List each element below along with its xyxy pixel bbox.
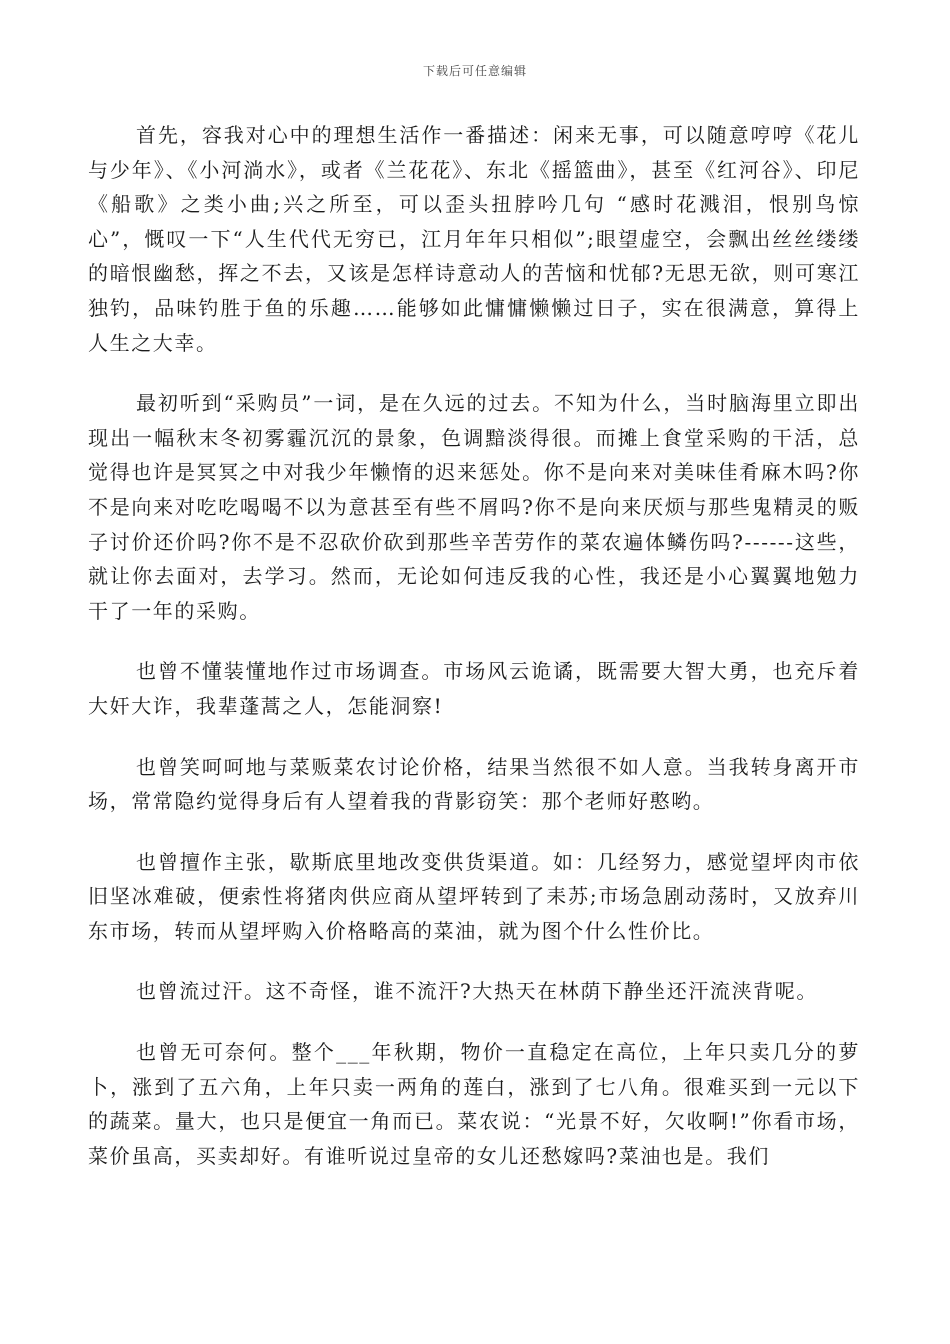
paragraph-price-talk: 也曾笑呵呵地与菜贩菜农讨论价格，结果当然很不如人意。当我转身离开市场，常常隐约觉得身后有人望着我的背影窃笑：那个老师好憨哟。 (88, 754, 860, 814)
paragraph-helpless-start: 也曾无可奈何。整个 (136, 1040, 337, 1065)
page-header: 下载后可任意编辑 (422, 64, 527, 78)
year-blank: ___ (336, 1040, 371, 1065)
paragraph-market-survey: 也曾不懂装懂地作过市场调查。市场风云诡谲，既需要大智大勇，也充斥着大奸大诈，我辈蓬蒿之人，怎能洞察! (88, 659, 860, 718)
paragraph-purchaser: 最初听到“采购员”一词，是在久远的过去。不知为什么，当时脑海里立即出现出一幅秋末冬初雾霾沉沉的景象，色调黯淡得很。而摊上食堂采购的干活，总觉得也许是冥冥之中对我少年懒惰的迟来惩处。你不是向来对美味佳肴麻木吗?你不是向来对吃吃喝喝不以为意甚至有些不屑吗?你不是向来厌烦与那些鬼精灵的贩子讨价还价吗?你不是不忍砍价砍到那些辛苦劳作的菜农遍体鳞伤吗?------这些，就让你去面对，去学习。然而，无论如何违反我的心性，我还是小心翼翼地勉力干了一年的采购。 (88, 391, 860, 623)
paragraph-sweat: 也曾流过汗。这不奇怪，谁不流汗?大热天在林荫下静坐还汗流浃背呢。 (136, 979, 818, 1004)
paragraph-ideal-life: 首先，容我对心中的理想生活作一番描述：闲来无事，可以随意哼哼《花儿与少年》、《小河淌水》，或者《兰花花》、东北《摇篮曲》，甚至《红河谷》、印尼《船歌》之类小曲;兴之所至，可以歪头扭脖吟几句 “感时花溅泪，恨别鸟惊心”，慨叹一下“人生代代无穷已，江月年年只相似”;眼望虚空，会飘出丝丝缕缕的暗恨幽愁，挥之不去，又该是怎样诗意动人的苦恼和忧郁?无思无欲，则可寒江独钓，品味钓胜于鱼的乐趣……能够如此慵慵懒懒过日子，实在很满意，算得上人生之大幸。 (88, 123, 860, 355)
paragraph-supply-channel: 也曾擅作主张，歇斯底里地改变供货渠道。如：几经努力，感觉望坪肉市依旧坚冰难破，便索性将猪肉供应商从望坪转到了耒苏;市场急剧动荡时，又放弃川东市场，转而从望坪购入价格略高的菜油，就为图个什么性价比。 (88, 849, 860, 943)
paragraph-helpless-rest: 年秋期，物价一直稳定在高位，上年只卖几分的萝卜，涨到了五六角，上年只卖一两角的莲白，涨到了七八角。很难买到一元以下的蔬菜。量大，也只是便宜一角而已。菜农说：“光景不好，欠收啊!”你看市场，菜价虽高，买卖却好。有谁听说过皇帝的女儿还愁嫁吗?菜油也是。我们 (88, 1040, 860, 1168)
document-body (88, 118, 860, 1199)
paragraph-helpless (88, 1035, 860, 1173)
